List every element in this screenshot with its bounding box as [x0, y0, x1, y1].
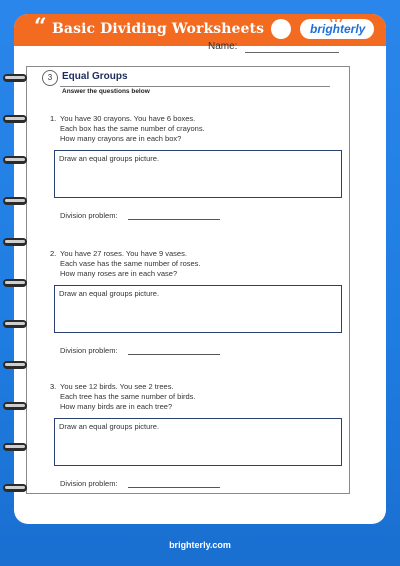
binding-ring-icon	[2, 195, 28, 207]
binding-ring-icon	[2, 482, 28, 494]
drawing-box-label: Draw an equal groups picture.	[59, 154, 160, 163]
decorative-circle	[271, 19, 291, 39]
drawing-box-label: Draw an equal groups picture.	[59, 422, 160, 431]
brighterly-logo	[300, 19, 374, 39]
question-text-line: How many roses are in each vase?	[60, 269, 178, 278]
binding-ring-icon	[2, 318, 28, 330]
question-number: 2.	[50, 249, 57, 258]
logo-text: brighterly	[310, 22, 366, 36]
question-text-line: You have 27 roses. You have 9 vases.	[60, 249, 187, 258]
section-instructions: Answer the questions below	[62, 88, 150, 95]
drawing-box[interactable]	[54, 285, 342, 333]
name-field-line[interactable]	[245, 52, 339, 53]
question-text-line: Each box has the same number of crayons.	[60, 124, 205, 133]
question-text-line: You see 12 birds. You see 2 trees.	[60, 382, 174, 391]
footer-website: brighterly.com	[169, 540, 231, 550]
binding-ring-icon	[2, 154, 28, 166]
binding-ring-icon	[2, 400, 28, 412]
division-problem-label: Division problem:	[60, 211, 118, 220]
drawing-box[interactable]	[54, 418, 342, 466]
name-label: Name:	[208, 41, 238, 52]
question-number: 1.	[50, 114, 57, 123]
question-number: 3.	[50, 382, 57, 391]
section-number-badge: 3	[42, 70, 58, 86]
binding-ring-icon	[2, 72, 28, 84]
binding-ring-icon	[2, 113, 28, 125]
drawing-box[interactable]	[54, 150, 342, 198]
worksheet-title: Basic Dividing Worksheets	[52, 21, 265, 37]
question-text-line: How many birds are in each tree?	[60, 402, 173, 411]
question-text-line: Each tree has the same number of birds.	[60, 392, 196, 401]
header-bar	[14, 14, 386, 46]
section-title: Equal Groups	[62, 71, 128, 82]
binding-ring-icon	[2, 359, 28, 371]
binding-ring-icon	[2, 441, 28, 453]
division-answer-line[interactable]	[128, 354, 220, 355]
question-text-line: How many crayons are in each box?	[60, 134, 182, 143]
division-answer-line[interactable]	[128, 219, 220, 220]
section-divider	[60, 86, 330, 87]
quote-mark-icon: “	[34, 14, 47, 40]
binding-ring-icon	[2, 236, 28, 248]
question-text-line: You have 30 crayons. You have 6 boxes.	[60, 114, 196, 123]
drawing-box-label: Draw an equal groups picture.	[59, 289, 160, 298]
division-problem-label: Division problem:	[60, 479, 118, 488]
division-answer-line[interactable]	[128, 487, 220, 488]
binding-ring-icon	[2, 277, 28, 289]
question-text-line: Each vase has the same number of roses.	[60, 259, 201, 268]
division-problem-label: Division problem:	[60, 346, 118, 355]
